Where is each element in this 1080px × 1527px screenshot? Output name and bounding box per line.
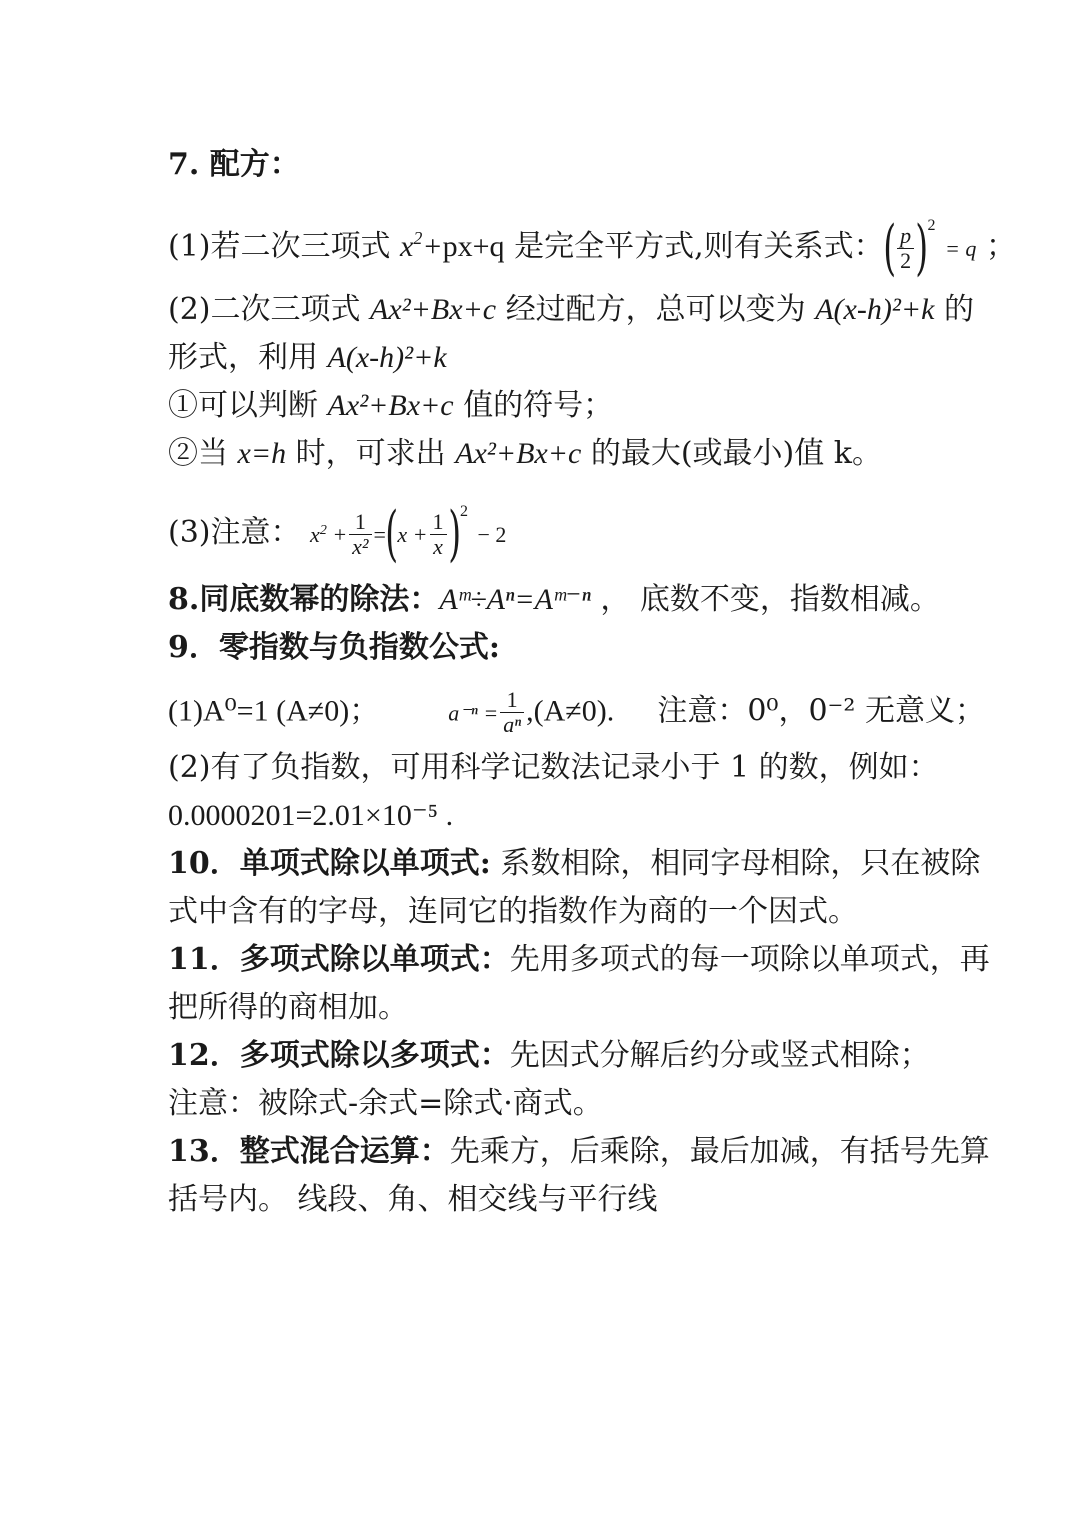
circle-1-poly: Ax²+Bx+c (327, 389, 454, 422)
section-13-line-2: 括号内。 线段、角、相交线与平行线 (168, 1182, 658, 1217)
left-paren: ( (882, 213, 896, 283)
section-11-line-1 (168, 940, 990, 980)
item-2-mid: 经过配方，总可以变为 (505, 292, 806, 327)
minus-two: − 2 (477, 522, 507, 547)
circle-1-end: 值的符号； (463, 388, 614, 423)
section-7-item-2-cont (168, 338, 447, 378)
right-paren: ) (915, 213, 929, 283)
negative-exponent-rhs: ,(A≠0). (526, 694, 615, 728)
fraction-denominator: aⁿ (503, 712, 522, 737)
section-9-note: 注意：0⁰，0⁻² 无意义； (657, 693, 985, 729)
circle-1-text: ①可以判断 (168, 388, 318, 423)
item-2-text: (2)二次三项式 (168, 292, 361, 327)
item-1-end: ； (985, 229, 1016, 264)
section-8-heading: 8.同底数幂的除法： (168, 582, 440, 617)
item-1-mid: 是完全平方式,则有关系式： (514, 229, 884, 264)
negative-exponent-lhs: a⁻ⁿ = (448, 700, 499, 726)
item-1-poly: px+q (442, 230, 505, 263)
fraction-numerator: 1 (500, 688, 524, 713)
section-9-item-2-line-1: (2)有了负指数，可用科学记数法记录小于 1 的数，例如： (168, 750, 939, 785)
item-2b-form: A(x-h)²+k (327, 341, 447, 374)
section-10-heading: 10．单项式除以单项式: (168, 846, 491, 881)
section-7-item-3 (168, 499, 507, 569)
item-2-poly: Ax²+Bx+c (370, 293, 497, 326)
fraction-numerator: p (897, 224, 914, 249)
item-2b-text: 形式，利用 (168, 340, 318, 375)
item-3-text: (3)注意： (168, 515, 301, 550)
section-11-heading: 11．多项式除以单项式： (168, 942, 510, 977)
section-12-text: 先因式分解后约分或竖式相除； (509, 1038, 930, 1073)
x-plus: x + (397, 522, 428, 547)
section-12-line-1 (168, 1036, 930, 1076)
fraction-numerator: 1 (349, 510, 371, 535)
circle-2-poly: Ax²+Bx+c (455, 437, 582, 470)
section-8-formula: Aᵐ÷Aⁿ=Aᵐ⁻ⁿ (439, 583, 591, 616)
section-7-item-1 (168, 213, 1016, 283)
section-7-circle-2 (168, 434, 882, 474)
section-9-heading: 9．零指数与负指数公式: (168, 630, 500, 665)
section-12-heading: 12．多项式除以多项式： (168, 1038, 510, 1073)
section-12-line-2: 注意：被除式-余式=除式·商式。 (168, 1086, 603, 1121)
section-8-desc: ， 底数不变，指数相减。 (600, 582, 940, 617)
section-7-circle-1 (168, 386, 613, 426)
one-over-x2-fraction (349, 510, 371, 559)
square-exponent: 2 (459, 503, 468, 520)
fraction-denominator: x² (352, 533, 369, 559)
left-paren: ( (385, 499, 399, 569)
section-13-text: 先乘方，后乘除，最后加减，有括号先算 (449, 1134, 990, 1169)
equals-q: = q (945, 236, 977, 261)
section-7-heading: 7. 配方： (168, 147, 300, 182)
x-squared: $x^2$ + (310, 522, 348, 547)
section-10-line-1 (168, 844, 980, 884)
section-9-item-1 (168, 688, 985, 737)
fraction-denominator: x (433, 533, 443, 559)
right-paren: ) (447, 499, 461, 569)
zero-exponent-rule: (1)A⁰=1 (A≠0)； (168, 694, 380, 728)
section-9-item-2-line-2: 0.0000201=2.01×10⁻⁵ . (168, 799, 454, 832)
fraction-denominator: 2 (900, 247, 912, 273)
item-2-end: 的 (943, 292, 974, 327)
section-13-line-1 (168, 1132, 990, 1172)
section-10-line-2: 式中含有的字母，连同它的指数作为商的一个因式。 (168, 894, 858, 929)
item-1-var: $x^2+$ (400, 228, 443, 263)
section-7-item-2 (168, 290, 974, 330)
p-over-2-fraction (897, 224, 914, 273)
circle-2-text: ②当 (168, 436, 228, 471)
item-2-form: A(x-h)²+k (815, 293, 935, 326)
square-exponent: 2 (927, 217, 936, 234)
fraction-numerator: 1 (430, 510, 447, 535)
circle-2-end: 的最大(或最小)值 k。 (590, 436, 882, 471)
one-over-x-fraction (430, 510, 447, 559)
section-8 (168, 580, 940, 620)
circle-2-mid: 时，可求出 (295, 436, 446, 471)
item-1-text: (1)若二次三项式 (168, 229, 391, 264)
section-11-line-2: 把所得的商相加。 (168, 990, 408, 1025)
section-13-heading: 13．整式混合运算： (168, 1134, 450, 1169)
section-11-text: 先用多项式的每一项除以单项式，再 (509, 942, 990, 977)
section-10-text: 系数相除，相同字母相除，只在被除 (500, 846, 981, 881)
equals-sign: = (373, 522, 386, 547)
one-over-a-n-fraction (500, 688, 524, 737)
circle-2-cond: x=h (237, 437, 287, 470)
